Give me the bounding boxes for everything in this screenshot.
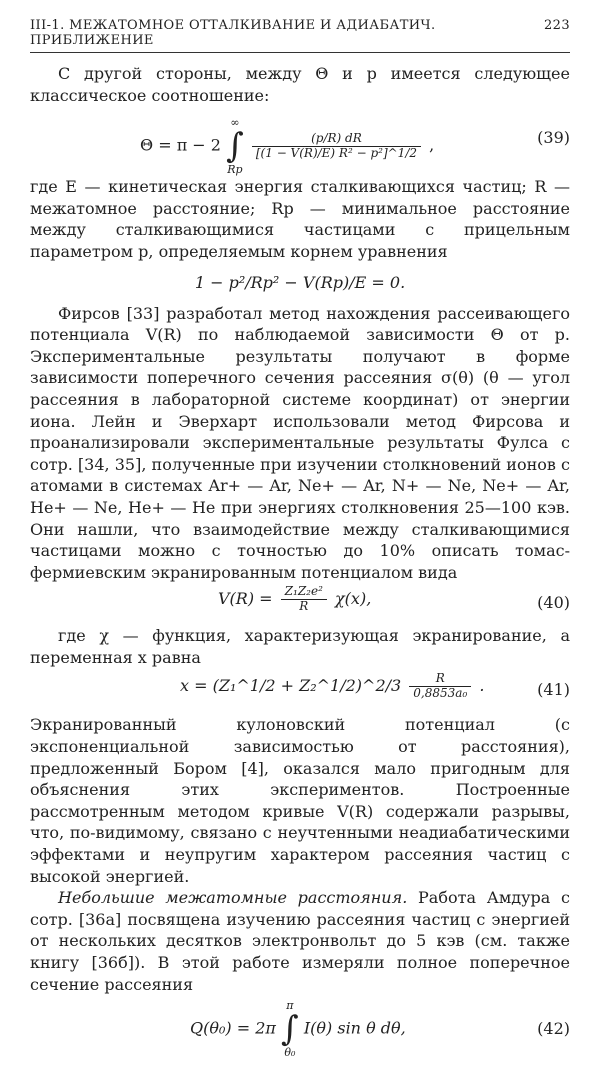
eq41-numerator: R bbox=[435, 671, 445, 686]
eq39-label: (39) bbox=[537, 128, 570, 148]
paragraph-3: Фирсов [33] разработал метод нахождения рассеивающего потенциала V(R) по наблюдаемой зависимости Θ от p. Экспериментальные результаты получают в форме зависимости поперечного сечения рассеяния σ(θ) (θ — угол рассеяния в лабораторной системе координат) от энергии иона. Лейн и Эверхарт использовали метод Фирсова и проанализировали экспериментальные результаты Фулса с сотр. [34, 35], полученные при изучении столкновений ионов с атомами в системах Ar+ — Ar, Ne+ — Ar, N+ — Ne, Ne+ — Ar, He+ — Ne, He+ — He при энергиях столкновения 25—100 кэв. Они нашли, что взаимодействие между сталкивающимися частицами можно с точностью до 10% описать томас-фермиевским экранированным потенциалом вида bbox=[30, 303, 570, 582]
eq40-denominator: R bbox=[281, 599, 327, 614]
eq39-denominator: [(1 − V(R)/E) R² − p²]^1/2 bbox=[252, 146, 421, 161]
paragraph-2: где E — кинетическая энергия сталкивающихся частиц; R —межатомное расстояние; Rp — минимальное расстояние между сталкивающимися частицами с прицельным параметром p, определяемым корнем уравнения bbox=[30, 177, 570, 261]
eq-root-text: 1 − p²/Rp² − V(Rp)/E = 0. bbox=[194, 272, 406, 292]
paragraph-1: С другой стороны, между Θ и p имеется следующее классическое соотношение: bbox=[30, 64, 570, 105]
integral-sign: ∫ bbox=[281, 1009, 299, 1050]
equation-42 bbox=[30, 997, 570, 1067]
eq41-tail: . bbox=[479, 676, 485, 696]
running-header bbox=[30, 18, 570, 53]
eq41-fraction bbox=[409, 672, 471, 701]
eq42-lhs: Q(θ₀) = 2π bbox=[190, 1018, 276, 1038]
eq40-label: (40) bbox=[537, 593, 570, 613]
eq39-numerator: (p/R) dR bbox=[311, 130, 362, 145]
paragraph-5: Экранированный кулоновский потенциал (с экспоненциальной зависимостью от расстояния), предложенный Бором [4], оказался мало пригодным для объяснения этих экспериментов. Построенные рассмотренным методом кривые V(R) содержали разрывы, что, по-видимому, связано с неучтенными неадиабатическими эффектами и неупругим характером рассеяния частиц с высокой энергией. bbox=[30, 715, 570, 886]
eq39-fraction bbox=[252, 132, 421, 161]
equation-41 bbox=[30, 668, 570, 714]
eq40-numerator: Z₁Z₂e² bbox=[284, 584, 323, 599]
eq40-lhs: V(R) = bbox=[218, 589, 273, 609]
eq42-rhs: I(θ) sin θ dθ, bbox=[303, 1018, 406, 1038]
paragraph-6-text: Работа Амдура с сотр. [36a] посвящена изучению рассеяния частиц с энергией от нескольких десятков электронвольт до 5 кэв (см. также книгу [36б]). В этой работе измеряли полное поперечное сечение рассеяния bbox=[30, 888, 570, 994]
eq39-tail: , bbox=[429, 135, 435, 155]
section-run-in-title: Небольшие межатомные расстояния. bbox=[58, 888, 408, 908]
eq41-denominator: 0,8853a₀ bbox=[409, 686, 471, 701]
page-number: 223 bbox=[543, 18, 570, 33]
eq42-upper: π bbox=[286, 999, 294, 1013]
integral-limits bbox=[226, 116, 244, 176]
equation-39 bbox=[30, 110, 570, 176]
header-title: III-1. МЕЖАТОМНОЕ ОТТАЛКИВАНИЕ И АДИАБАТИЧ. ПРИБЛИЖЕНИЕ bbox=[30, 18, 436, 48]
integral-sign: ∫ bbox=[226, 126, 244, 167]
equation-40 bbox=[30, 583, 570, 625]
paragraph-4: где χ — функция, характеризующая экранирование, а переменная x равна bbox=[30, 626, 570, 667]
eq39-lhs: Θ = π − 2 bbox=[140, 135, 221, 155]
eq42-label: (42) bbox=[537, 1019, 570, 1039]
eq39-lower: Rp bbox=[227, 163, 243, 177]
eq40-fraction bbox=[281, 585, 327, 614]
integral-limits bbox=[281, 999, 299, 1059]
paragraph-6 bbox=[30, 887, 570, 995]
eq41-label: (41) bbox=[537, 680, 570, 700]
eq41-lhs: x = (Z₁^1/2 + Z₂^1/2)^2/3 bbox=[180, 676, 402, 696]
eq39-upper: ∞ bbox=[230, 116, 240, 130]
eq40-rhs: χ(x), bbox=[334, 589, 372, 609]
eq42-lower: θ₀ bbox=[284, 1046, 296, 1060]
page bbox=[30, 18, 570, 1067]
equation-root bbox=[30, 263, 570, 303]
